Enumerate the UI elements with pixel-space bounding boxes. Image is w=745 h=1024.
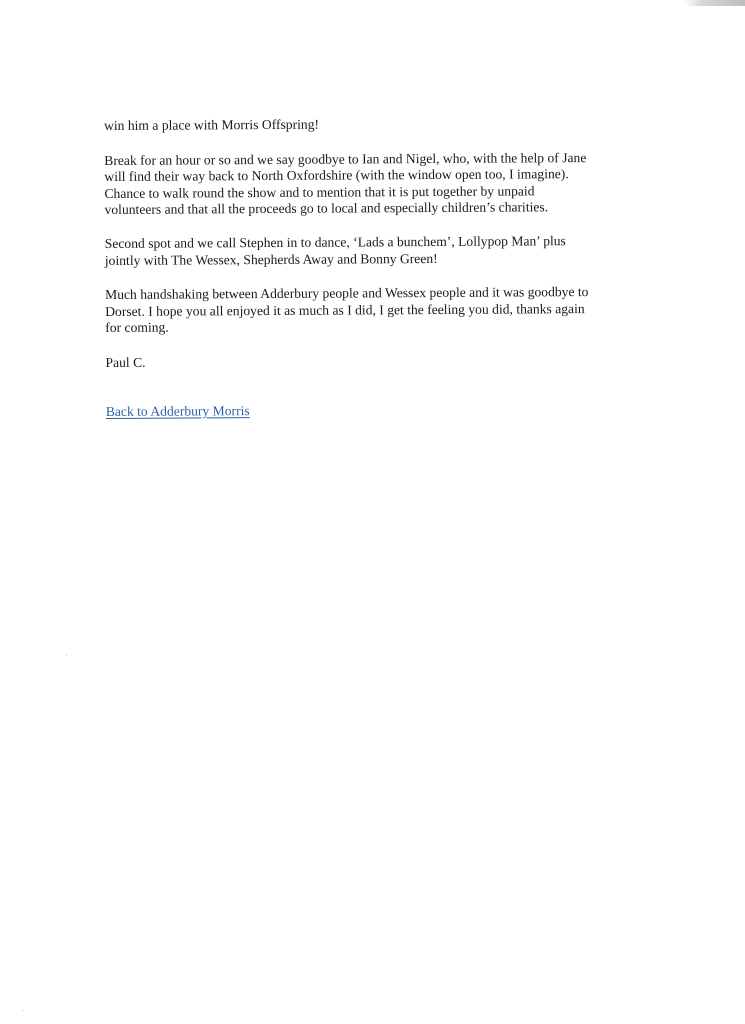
text-line: volunteers and that all the proceeds go to local and especially children’s charities. [104,199,549,218]
text-line: win him a place with Morris Offspring! [104,116,320,133]
paragraph-break [104,149,624,219]
text-line: will find their way back to North Oxfordshire (with the window open too, I imagine). [104,166,569,185]
text-line: Second spot and we call Stephen in to dance, ‘Lads a bunchem’, Lollypop Man’ plus [104,233,566,251]
text-line: jointly with The Wessex, Shepherds Away and Bonny Green! [104,250,438,268]
scan-speck [66,655,67,656]
signature-text: Paul C. [105,354,146,370]
back-to-adderbury-morris-link[interactable]: Back to Adderbury Morris [105,402,250,419]
paragraph-offspring [104,115,624,135]
paragraph-second-spot [105,233,625,269]
signature [105,352,625,372]
text-line: Dorset. I hope you all enjoyed it as much as I did, I get the feeling you did, thanks again [105,300,585,319]
text-line: Much handshaking between Adderbury people and Wessex people and it was goodbye to [105,284,589,303]
letter-body [104,115,626,420]
text-line: for coming. [105,319,169,336]
scan-speck [23,1010,24,1011]
scan-edge-mark [683,0,745,6]
paragraph-handshaking [105,284,625,337]
text-line: Chance to walk round the show and to mention that it is put together by unpaid [104,183,535,201]
text-line: Break for an hour or so and we say goodbye to Ian and Nigel, who, with the help of Jane [104,149,587,168]
